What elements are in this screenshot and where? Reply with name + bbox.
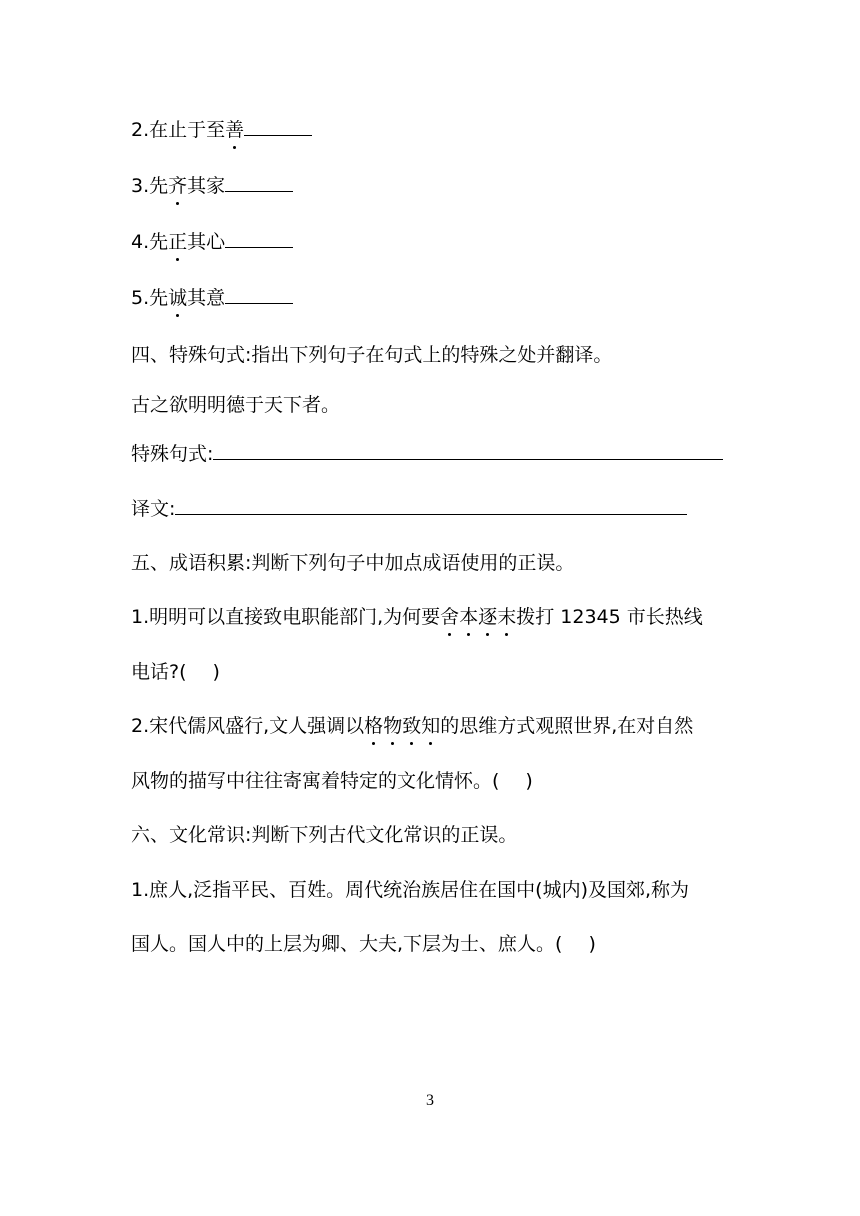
vocab-item-2-text: 2.在止于至 bbox=[131, 119, 226, 141]
idiom-question-2-line1 bbox=[131, 713, 693, 739]
section-4-heading: 四、特殊句式:指出下列句子在句式上的特殊之处并翻译。 bbox=[131, 344, 613, 366]
closing-paren: ) bbox=[212, 661, 220, 683]
idiom-question-2-prefix: 2.宋代儒风盛行,文人强调以 bbox=[131, 715, 365, 737]
idiom-question-2-line2 bbox=[131, 768, 533, 794]
idiom-question-2-line2-text: 风物的描写中往往寄寓着特定的文化情怀。( bbox=[131, 770, 500, 792]
vocab-item-5-prefix: 5.先 bbox=[131, 287, 169, 309]
emphasis-char: 舍 bbox=[440, 606, 460, 628]
vocab-item-2 bbox=[131, 117, 312, 143]
emphasis-char: 正 bbox=[168, 231, 188, 253]
culture-question-1-line2 bbox=[131, 931, 596, 957]
idiom-question-1-prefix: 1.明明可以直接致电职能部门,为何要 bbox=[131, 606, 441, 628]
vocab-item-5-suffix: 其意 bbox=[187, 287, 226, 309]
emphasis-char: 知 bbox=[421, 715, 441, 737]
closing-paren: ) bbox=[525, 770, 533, 792]
answer-blank[interactable] bbox=[225, 285, 293, 304]
translation-row bbox=[131, 496, 687, 522]
emphasis-char: 齐 bbox=[168, 175, 188, 197]
emphasis-char: 本 bbox=[459, 606, 479, 628]
emphasis-char: 致 bbox=[402, 715, 422, 737]
translation-blank[interactable] bbox=[175, 496, 687, 515]
closing-paren: ) bbox=[588, 933, 596, 955]
emphasis-char: 格 bbox=[364, 715, 384, 737]
vocab-item-5 bbox=[131, 285, 293, 311]
idiom-question-2-suffix: 的思维方式观照世界,在对自然 bbox=[440, 715, 694, 737]
page-number: 3 bbox=[426, 1092, 434, 1109]
idiom-question-1-suffix: 拨打 12345 市长热线 bbox=[516, 606, 703, 628]
emphasis-char: 诚 bbox=[168, 287, 188, 309]
answer-blank[interactable] bbox=[225, 173, 293, 192]
translation-label: 译文: bbox=[131, 498, 176, 520]
vocab-item-4 bbox=[131, 229, 293, 255]
emphasis-char: 物 bbox=[383, 715, 403, 737]
vocab-item-3 bbox=[131, 173, 293, 199]
emphasis-char: 末 bbox=[497, 606, 517, 628]
idiom-question-1-line2-text: 电话?( bbox=[131, 661, 187, 683]
vocab-item-4-prefix: 4.先 bbox=[131, 231, 169, 253]
emphasis-char: 逐 bbox=[478, 606, 498, 628]
special-pattern-row bbox=[131, 441, 723, 467]
idiom-question-1-line1 bbox=[131, 604, 703, 630]
section-4-sentence: 古之欲明明德于天下者。 bbox=[131, 394, 341, 416]
special-pattern-label: 特殊句式: bbox=[131, 443, 214, 465]
vocab-item-3-suffix: 其家 bbox=[187, 175, 226, 197]
culture-question-1-line2-text: 国人。国人中的上层为卿、大夫,下层为士、庶人。( bbox=[131, 933, 563, 955]
answer-blank[interactable] bbox=[244, 117, 312, 136]
section-5-heading: 五、成语积累:判断下列句子中加点成语使用的正误。 bbox=[131, 552, 575, 574]
emphasis-char: 善 bbox=[225, 119, 245, 141]
section-6-heading: 六、文化常识:判断下列古代文化常识的正误。 bbox=[131, 824, 518, 846]
special-pattern-blank[interactable] bbox=[213, 441, 723, 460]
idiom-question-1-line2 bbox=[131, 659, 220, 685]
vocab-item-4-suffix: 其心 bbox=[187, 231, 226, 253]
vocab-item-3-prefix: 3.先 bbox=[131, 175, 169, 197]
answer-blank[interactable] bbox=[225, 229, 293, 248]
culture-question-1-line1: 1.庶人,泛指平民、百姓。周代统治族居住在国中(城内)及国郊,称为 bbox=[131, 879, 690, 901]
